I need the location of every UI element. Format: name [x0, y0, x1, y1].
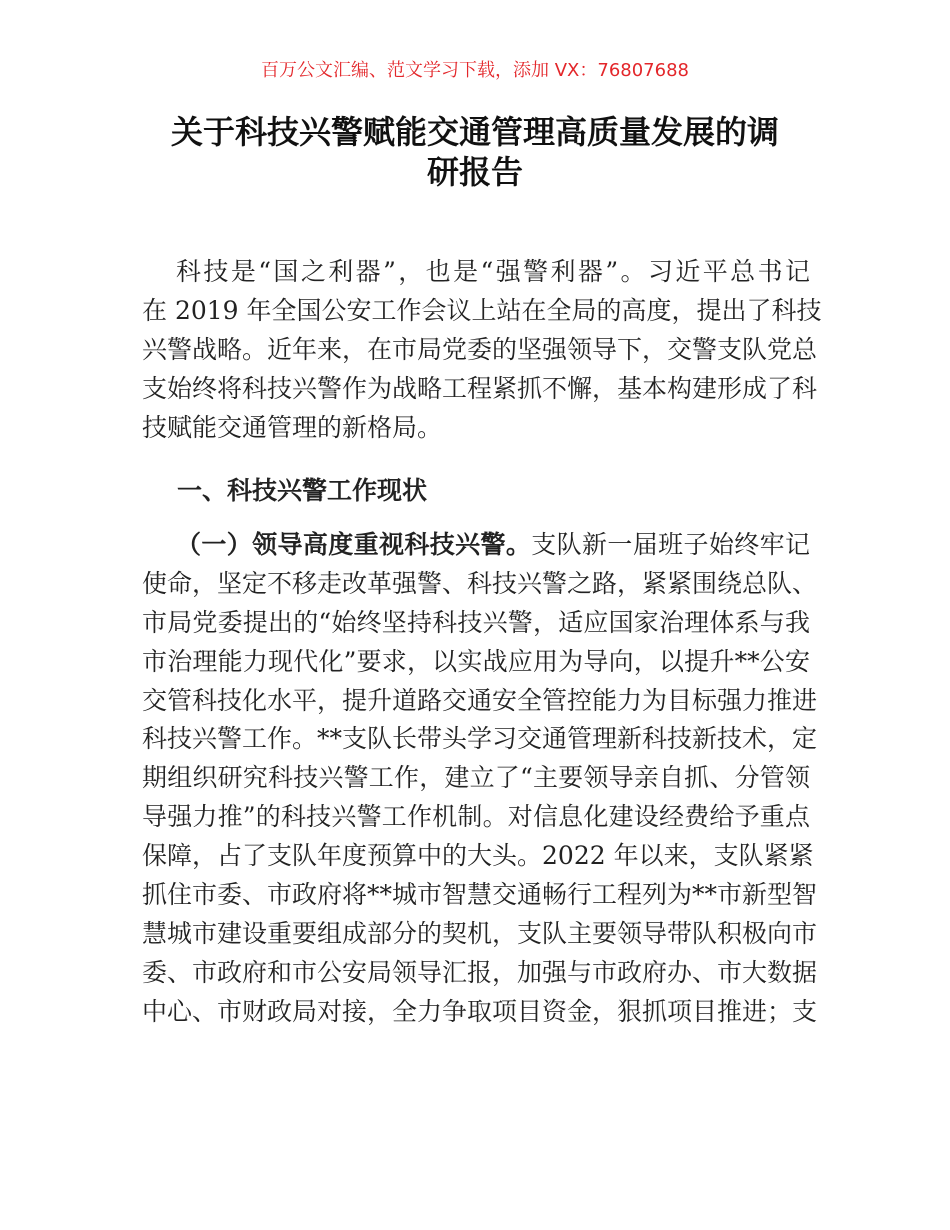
paragraph-line: 导强力推”的科技兴警工作机制。对信息化建设经费给予重点 [142, 802, 810, 832]
paragraph-line: 兴警战略。近年来，在市局党委的坚强领导下，交警支队党总 [142, 334, 818, 364]
document-title [140, 112, 810, 192]
paragraph-line: 委、市政府和市公安局领导汇报，加强与市政府办、市大数据 [142, 957, 818, 987]
paragraph-line: 市局党委提出的“始终坚持科技兴警，适应国家治理体系与我 [142, 607, 810, 637]
title-line: 关于科技兴警赋能交通管理高质量发展的调 [170, 113, 779, 151]
paragraph-line: 科技兴警工作。**支队长带头学习交通管理新科技新技术，定 [142, 724, 818, 754]
paragraph-line: 保障，占了支队年度预算中的大头。2022 年以来，支队紧紧 [142, 841, 814, 871]
paragraph-line: 交管科技化水平，提升道路交通安全管控能力为目标强力推进 [142, 685, 818, 715]
paragraph-line: 慧城市建设重要组成部分的契机，支队主要领导带队积极向市 [142, 918, 818, 948]
subsection-heading: （一）领导高度重视科技兴警。 [176, 530, 532, 559]
paragraph-line: 支始终将科技兴警作为战略工程紧抓不懈，基本构建形成了科 [142, 373, 818, 403]
paragraph-line: 技赋能交通管理的新格局。 [142, 412, 443, 442]
intro-paragraph [142, 253, 822, 447]
paragraph-line [142, 526, 810, 565]
paragraph-line: 市治理能力现代化”要求，以实战应用为导向，以提升**公安 [142, 646, 810, 676]
watermark-banner: 百万公文汇编、范文学习下载，添加 VX：76807688 [261, 60, 689, 81]
paragraph-line: 在 2019 年全国公安工作会议上站在全局的高度，提出了科技 [142, 295, 822, 325]
paragraph-line: 中心、市财政局对接，全力争取项目资金，狠抓项目推进；支 [142, 996, 818, 1026]
paragraph-text: 支队新一届班子始终牢记 [531, 530, 810, 559]
title-line: 研报告 [426, 153, 523, 191]
paragraph-line: 抓住市委、市政府将**城市智慧交通畅行工程列为**市新型智 [142, 880, 818, 910]
paragraph-line: 使命，坚定不移走改革强警、科技兴警之路，紧紧围绕总队、 [142, 568, 818, 598]
paragraph-line: 期组织研究科技兴警工作，建立了“主要领导亲自抓、分管领 [142, 763, 810, 793]
paragraph-line: 科技是“国之利器”，也是“强警利器”。习近平总书记 [176, 257, 810, 286]
subsection-paragraph [142, 526, 818, 1032]
section-heading: 一、科技兴警工作现状 [177, 476, 428, 505]
